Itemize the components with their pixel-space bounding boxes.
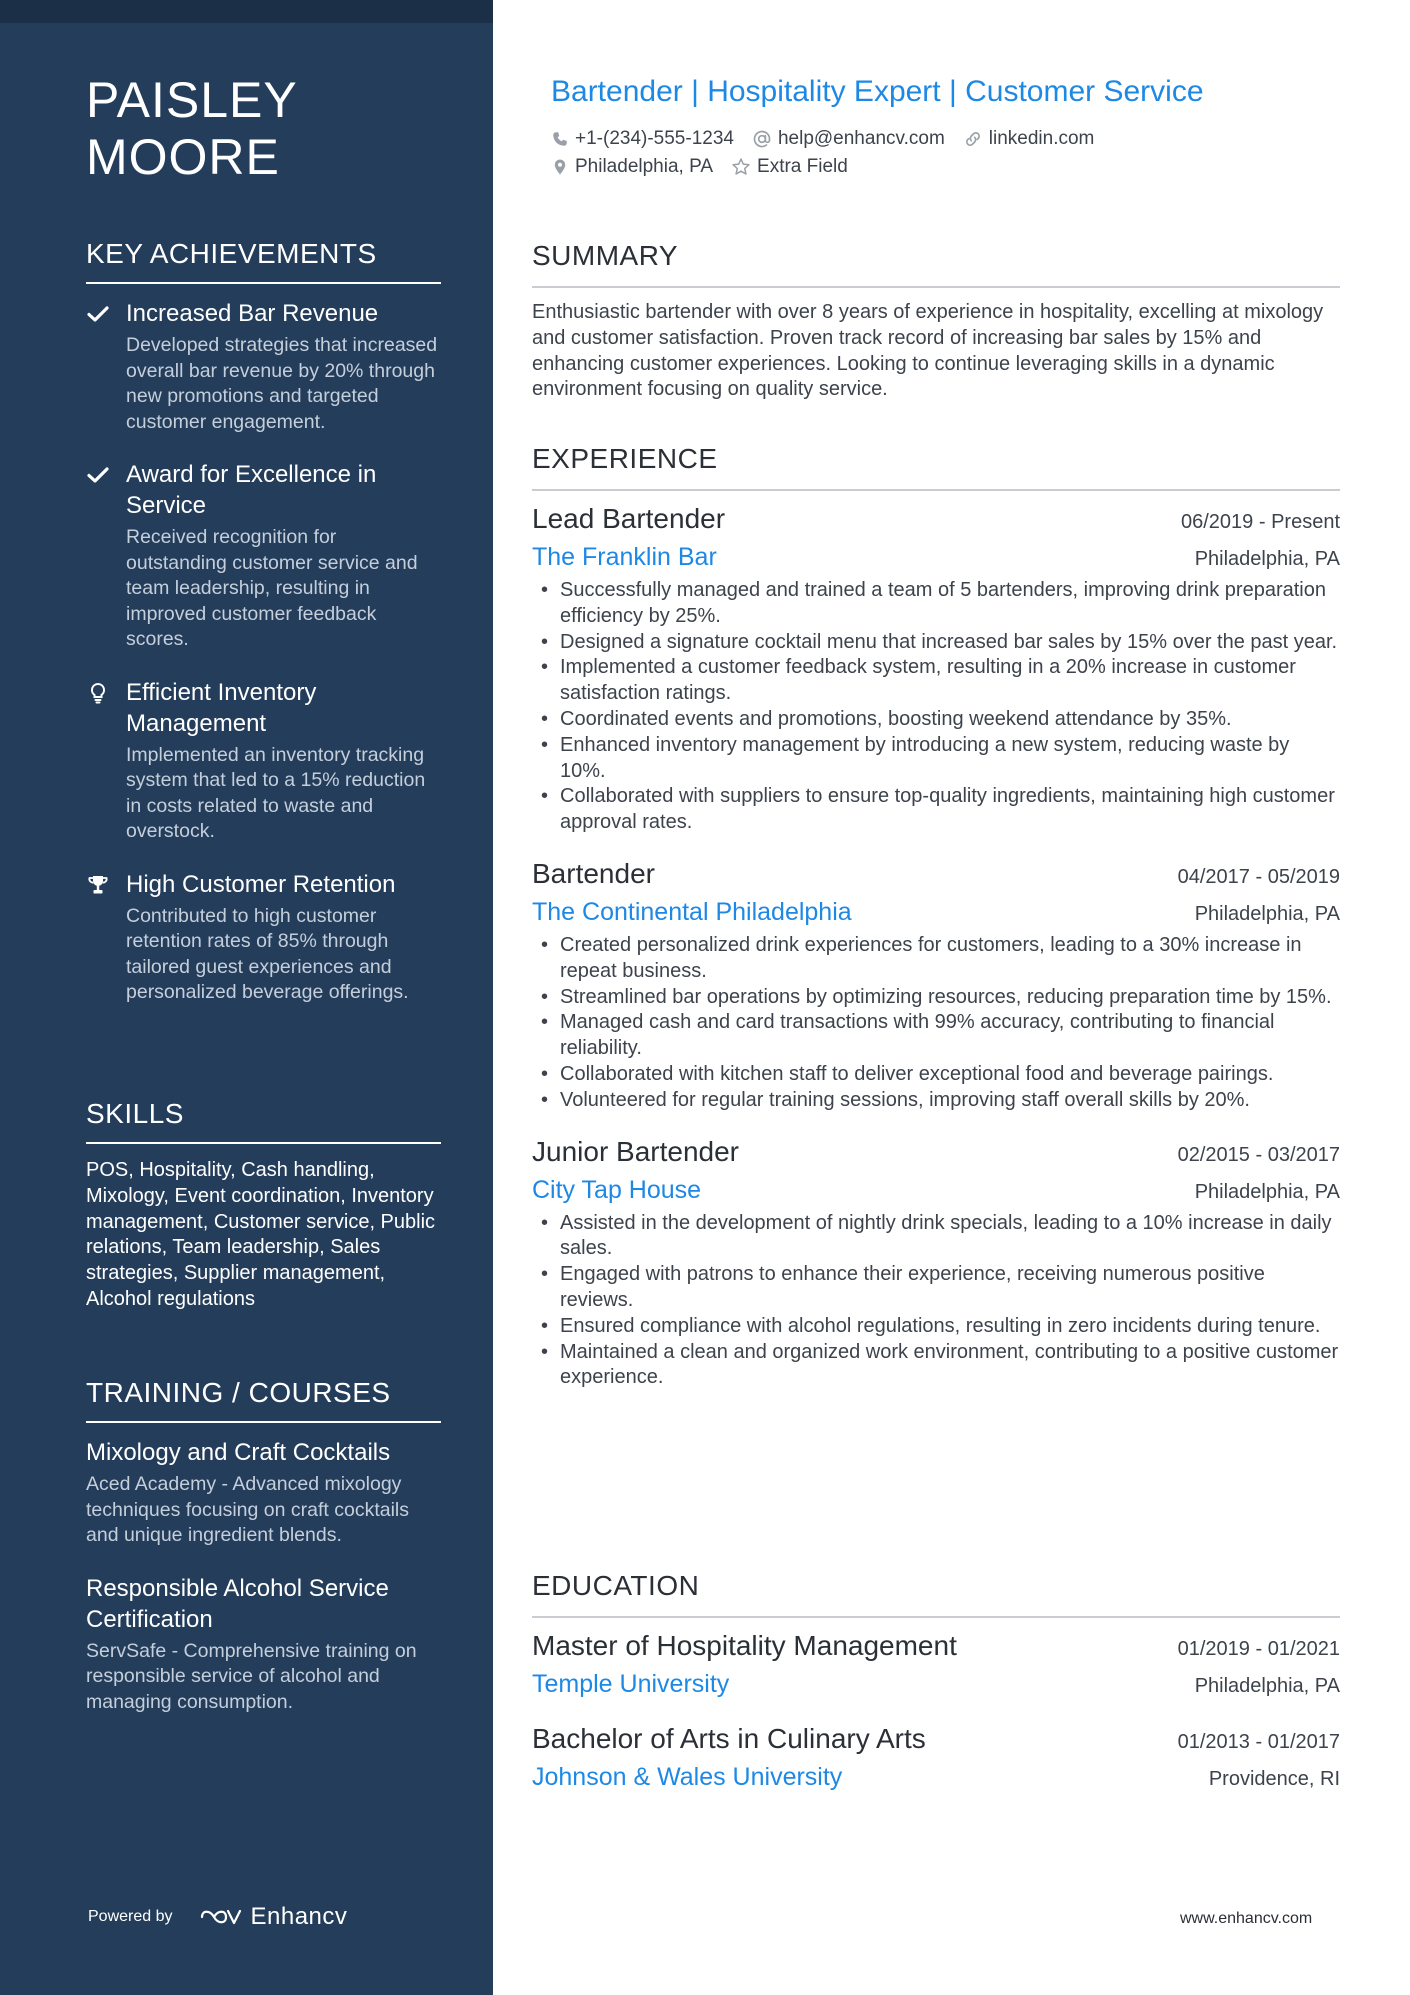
course-title: Responsible Alcohol Service Certification xyxy=(86,1574,389,1633)
footer-url[interactable]: www.enhancv.com xyxy=(1180,1910,1313,1927)
job-entry xyxy=(532,858,1340,1114)
contact-row-1 xyxy=(551,128,1112,150)
job-company: The Continental Philadelphia xyxy=(532,897,852,926)
job-company: The Franklin Bar xyxy=(532,543,717,571)
bullet-item: • Implemented a customer feedback system, resulting in a 20% increase in customer satisfaction ratings. xyxy=(532,655,1340,707)
job-company: City Tap House xyxy=(532,1175,702,1204)
phone-icon xyxy=(551,130,569,148)
headline: Bartender | Hospitality Expert | Customer Service xyxy=(551,75,1204,108)
achievement-item xyxy=(86,459,441,653)
bullet-item: • Assisted in the development of nightly drink specials, leading to a 10% increase in daily sales. xyxy=(532,1211,1340,1263)
achievement-title: Award for Excellence in Service xyxy=(126,461,377,519)
education-title: EDUCATION xyxy=(532,1570,1340,1618)
contact-row-2 xyxy=(551,156,866,178)
job-role: Lead Bartender xyxy=(532,503,726,534)
achievement-description: Contributed to high customer retention rates of 85% through tailored guest experiences and personalized beverage offerings. xyxy=(126,904,409,1003)
education-degree: Bachelor of Arts in Culinary Arts xyxy=(532,1723,926,1754)
bullet-item: • Successfully managed and trained a team of 5 bartenders, improving drink preparation efficiency by 25%. xyxy=(532,578,1340,630)
achievement-description: Implemented an inventory tracking system that led to a 15% reduction in costs related to waste and overstock. xyxy=(126,743,426,842)
location-text: Philadelphia, PA xyxy=(575,156,714,177)
contact-phone[interactable] xyxy=(551,128,734,150)
bullet-item: • Ensured compliance with alcohol regulations, resulting in zero incidents during tenure. xyxy=(532,1314,1340,1340)
bullet-item: • Collaborated with suppliers to ensure top-quality ingredients, maintaining high customer approval rates. xyxy=(532,784,1340,836)
check-icon xyxy=(86,463,110,487)
key-achievements-section xyxy=(86,238,441,1030)
education-entry xyxy=(532,1723,1340,1792)
education-school: Temple University xyxy=(532,1670,730,1698)
enhancv-logo-icon xyxy=(199,1905,243,1929)
link-icon xyxy=(963,129,983,149)
achievement-title: High Customer Retention xyxy=(126,870,396,898)
contact-email[interactable] xyxy=(752,128,945,150)
course-item xyxy=(86,1573,441,1716)
summary-section xyxy=(532,240,1340,403)
location-pin-icon xyxy=(551,157,569,177)
sidebar xyxy=(0,0,493,1995)
experience-section xyxy=(532,443,1340,1413)
bullet-item: • Enhanced inventory management by introducing a new system, reducing waste by 10%. xyxy=(532,733,1340,785)
achievement-title: Increased Bar Revenue xyxy=(126,300,379,327)
extra-field-text: Extra Field xyxy=(757,156,848,177)
summary-text: Enthusiastic bartender with over 8 years of experience in hospitality, excelling at mixology and customer satisfaction. Proven track record of increasing bar sales by 15% and enhancing customer experiences. Looking to continue leveraging skills in a dynamic environment focusing on quality service. xyxy=(532,301,1324,401)
at-icon xyxy=(752,129,772,149)
contact-location xyxy=(551,156,713,178)
course-description: Aced Academy - Advanced mixology techniques focusing on craft cocktails and unique ingredient blends. xyxy=(86,1473,410,1546)
job-location: Philadelphia, PA xyxy=(1194,548,1340,570)
job-bullets xyxy=(532,1211,1340,1392)
powered-by xyxy=(88,1903,347,1931)
bullet-item: • Engaged with patrons to enhance their experience, receiving numerous positive reviews. xyxy=(532,1262,1340,1314)
bullet-item: • Managed cash and card transactions with 99% accuracy, contributing to financial reliability. xyxy=(532,1010,1340,1062)
achievement-description: Developed strategies that increased overall bar revenue by 20% through new promotions and targeted customer engagement. xyxy=(126,334,438,433)
job-role: Junior Bartender xyxy=(532,1135,740,1167)
skills-section xyxy=(86,1098,441,1313)
job-entry xyxy=(532,503,1340,836)
achievement-item xyxy=(86,677,441,845)
education-school: Johnson & Wales University xyxy=(532,1763,843,1791)
bullet-item: • Designed a signature cocktail menu that increased bar sales by 15% over the past year. xyxy=(532,630,1340,656)
linkedin-text: linkedin.com xyxy=(988,128,1095,149)
training-section xyxy=(86,1377,441,1739)
name-line-1: PAISLEY xyxy=(86,72,298,128)
key-achievements-title: KEY ACHIEVEMENTS xyxy=(86,238,441,284)
check-icon xyxy=(86,302,110,326)
job-bullets xyxy=(532,578,1340,836)
job-entry xyxy=(532,1136,1340,1392)
education-dates: 01/2013 - 01/2017 xyxy=(1177,1731,1340,1753)
phone-text: +1-(234)-555-1234 xyxy=(575,128,734,149)
star-icon xyxy=(731,157,751,177)
bullet-item: • Streamlined bar operations by optimizing resources, reducing preparation time by 15%. xyxy=(532,985,1340,1011)
experience-title: EXPERIENCE xyxy=(532,443,1340,491)
sidebar-top-bar xyxy=(0,0,493,23)
trophy-icon xyxy=(86,873,110,897)
skills-list: POS, Hospitality, Cash handling, Mixology, Event coordination, Inventory management, Customer service, Public relations, Team leadership, Sales strategies, Supplier management, Alcohol regulations xyxy=(86,1159,436,1310)
training-title: TRAINING / COURSES xyxy=(86,1377,441,1423)
education-location: Providence, RI xyxy=(1208,1768,1340,1790)
achievement-item xyxy=(86,869,441,1006)
bullet-item: • Volunteered for regular training sessions, improving staff overall skills by 20%. xyxy=(532,1088,1340,1114)
bullet-item: • Created personalized drink experiences for customers, leading to a 30% increase in repeat business. xyxy=(532,933,1340,985)
job-bullets xyxy=(532,933,1340,1114)
education-location: Philadelphia, PA xyxy=(1194,1675,1340,1697)
achievement-title: Efficient Inventory Management xyxy=(126,678,317,737)
course-item xyxy=(86,1437,441,1549)
skills-title: SKILLS xyxy=(86,1098,441,1144)
education-entry xyxy=(532,1630,1340,1699)
achievement-item xyxy=(86,298,441,435)
course-description: ServSafe - Comprehensive training on responsible service of alcohol and managing consumption. xyxy=(86,1639,417,1713)
contact-linkedin[interactable] xyxy=(963,128,1095,150)
job-role: Bartender xyxy=(532,857,655,889)
summary-title: SUMMARY xyxy=(532,240,1340,288)
candidate-name xyxy=(86,72,466,186)
job-dates: 06/2019 - Present xyxy=(1181,511,1340,533)
enhancv-brand[interactable]: Enhancv xyxy=(250,1903,348,1930)
job-dates: 04/2017 - 05/2019 xyxy=(1177,865,1340,888)
education-section xyxy=(532,1570,1340,1816)
name-line-2: MOORE xyxy=(86,129,280,185)
powered-by-label: Powered by xyxy=(88,1908,173,1925)
achievement-description: Received recognition for outstanding customer service and team leadership, resulting in improved customer feedback scores. xyxy=(126,526,418,650)
lightbulb-icon xyxy=(86,681,110,705)
education-dates: 01/2019 - 01/2021 xyxy=(1177,1638,1340,1660)
course-title: Mixology and Craft Cocktails xyxy=(86,1439,391,1466)
education-degree: Master of Hospitality Management xyxy=(532,1630,957,1661)
email-text: help@enhancv.com xyxy=(777,128,945,149)
job-dates: 02/2015 - 03/2017 xyxy=(1177,1143,1340,1166)
contact-extra xyxy=(731,156,848,178)
bullet-item: • Coordinated events and promotions, boosting weekend attendance by 35%. xyxy=(532,707,1340,733)
bullet-item: • Maintained a clean and organized work environment, contributing to a positive customer experience. xyxy=(532,1340,1340,1392)
job-location: Philadelphia, PA xyxy=(1194,1180,1340,1203)
job-location: Philadelphia, PA xyxy=(1194,902,1340,925)
bullet-item: • Collaborated with kitchen staff to deliver exceptional food and beverage pairings. xyxy=(532,1062,1340,1088)
